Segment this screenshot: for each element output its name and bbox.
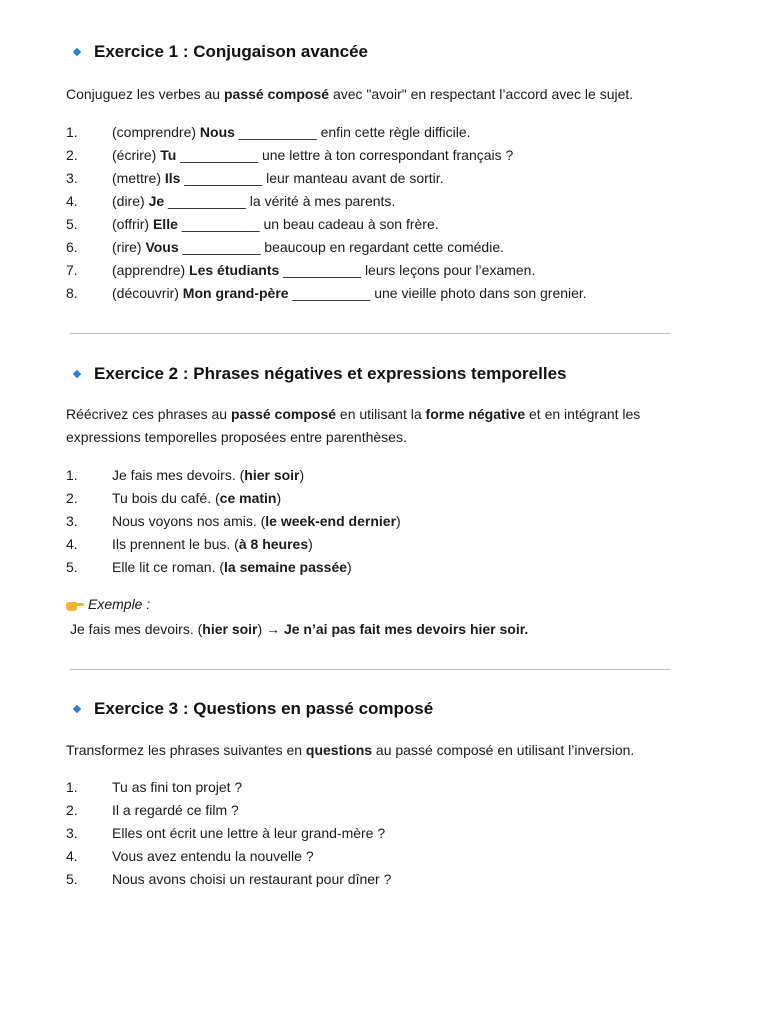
list-item: 2. Tu bois du café. (ce matin) (66, 490, 282, 506)
small-blue-diamond-icon (73, 370, 81, 378)
exercise-3-heading (72, 697, 433, 721)
example-sentence: Je fais mes devoirs. (hier soir) → Je n’ai pas fait mes devoirs hier soir. (70, 621, 529, 637)
answer-blank: __________ (176, 147, 262, 163)
list-item: 2. (écrire) Tu __________ une lettre à ton correspondant français ? (66, 144, 706, 167)
section-divider (70, 333, 670, 334)
list-item: 2. Il a regardé ce film ? (66, 802, 239, 818)
section-divider (70, 669, 670, 670)
example-label: Exemple : (66, 593, 150, 616)
list-item: 3. (mettre) Ils __________ leur manteau avant de sortir. (66, 167, 706, 190)
exercise-2-title: Exercice 2 : Phrases négatives et expressions temporelles (94, 364, 567, 383)
exercise-2-list (66, 464, 706, 579)
list-item: 5. Nous avons choisi un restaurant pour dîner ? (66, 871, 392, 887)
answer-blank: __________ (279, 262, 365, 278)
exercise-1-list (66, 121, 706, 305)
exercise-2-instructions: Réécrivez ces phrases au passé composé en utilisant la forme négative et en intégrant les expressions temporelles proposées entre parenthèses. (66, 406, 641, 445)
exercise-3-title: Exercice 3 : Questions en passé composé (94, 699, 434, 718)
list-item: 6. (rire) Vous __________ beaucoup en regardant cette comédie. (66, 236, 706, 259)
list-item: 1. (comprendre) Nous __________ enfin cette règle difficile. (66, 121, 706, 144)
exercise-2-heading (72, 362, 566, 386)
answer-blank: __________ (164, 193, 250, 209)
answer-blank: __________ (177, 216, 264, 232)
exercise-1-instructions: Conjuguez les verbes au passé composé avec "avoir" en respectant l’accord avec le sujet. (66, 86, 634, 102)
list-item: 5. (offrir) Elle __________ un beau cadeau à son frère. (66, 213, 706, 236)
exercise-1-title: Exercice 1 : Conjugaison avancée (94, 42, 369, 61)
list-item: 1. Je fais mes devoirs. (hier soir) (66, 467, 305, 483)
exercise-3-list (66, 776, 706, 891)
list-item: 4. Ils prennent le bus. (à 8 heures) (66, 536, 313, 552)
pointing-hand-icon (66, 599, 84, 611)
answer-blank: __________ (178, 239, 265, 255)
list-item: 8. (découvrir) Mon grand-père __________ une vieille photo dans son grenier. (66, 282, 706, 305)
exercise-3-instructions: Transformez les phrases suivantes en questions au passé composé en utilisant l’inversion. (66, 742, 635, 758)
small-blue-diamond-icon (73, 705, 81, 713)
list-item: 4. Vous avez entendu la nouvelle ? (66, 848, 314, 864)
small-blue-diamond-icon (73, 48, 81, 56)
list-item: 7. (apprendre) Les étudiants __________ leurs leçons pour l’examen. (66, 259, 706, 282)
exercise-1-heading (72, 40, 368, 64)
answer-blank: __________ (234, 124, 321, 140)
list-item: 3. Nous voyons nos amis. (le week-end dernier) (66, 513, 401, 529)
list-item: 5. Elle lit ce roman. (la semaine passée) (66, 559, 352, 575)
answer-blank: __________ (180, 170, 267, 186)
list-item: 1. Tu as fini ton projet ? (66, 779, 243, 795)
list-item: 3. Elles ont écrit une lettre à leur grand-mère ? (66, 825, 386, 841)
list-item: 4. (dire) Je __________ la vérité à mes parents. (66, 190, 706, 213)
answer-blank: __________ (288, 285, 375, 301)
